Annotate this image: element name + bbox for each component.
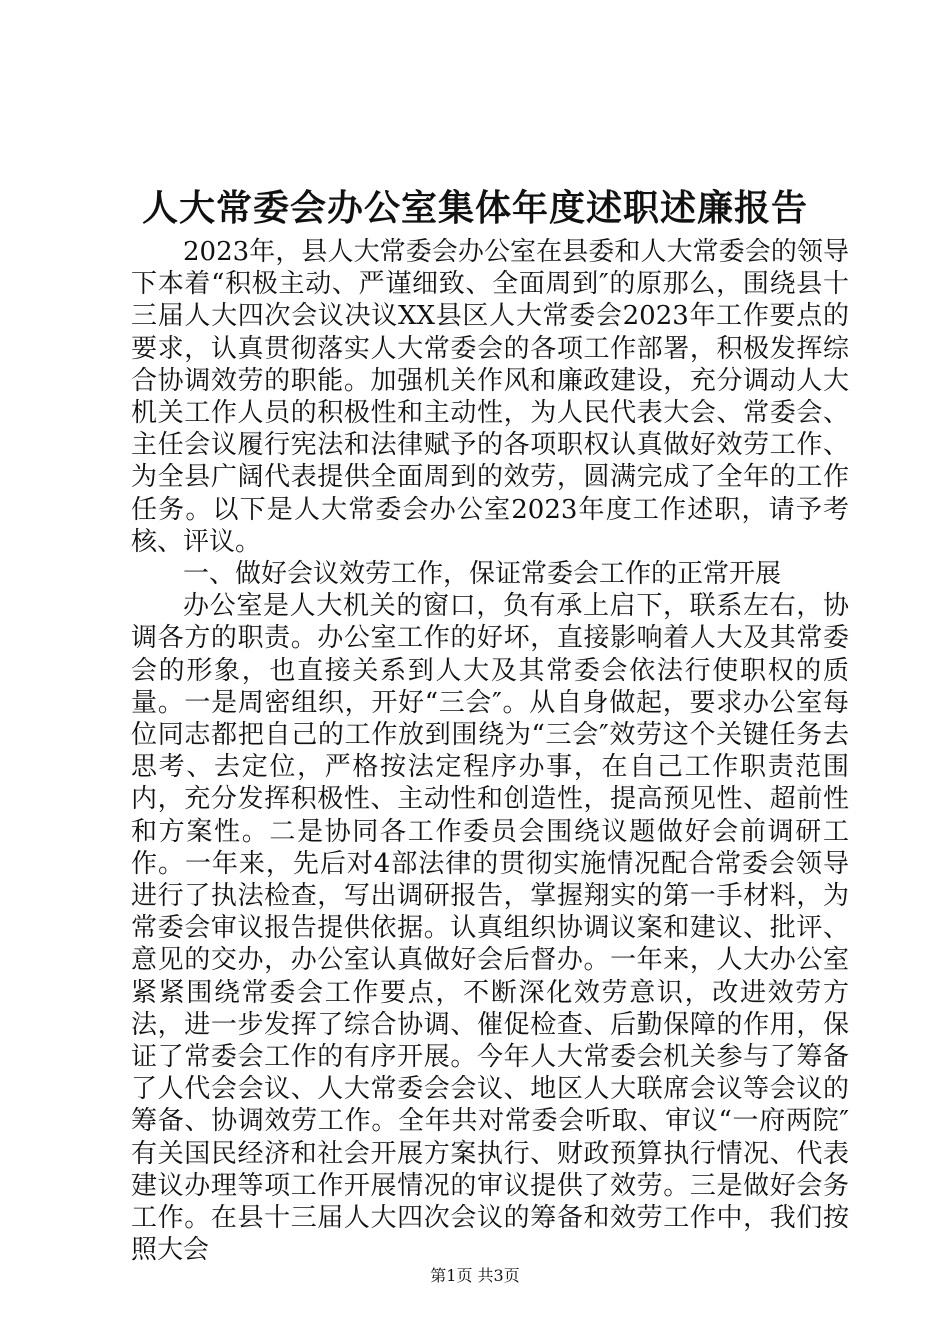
paragraph-section-1: 办公室是人大机关的窗口，负有承上启下，联系左右，协调各方的职责。办公室工作的好坏，直接影响着人大及其常委会的形象，也直接关系到人大及其常委会依法行使职权的质量。一是周密组织，开好“三会″。从自身做起，要求办公室每位同志都把自己的工作放到围绕为“三会″效劳这个关键任务去思考、去定位，严格按法定程序办事，在自己工作职责范围内，充分发挥积极性、主动性和创造性，提高预见性、超前性和方案性。二是协同各工作委员会围绕议题做好会前调研工作。一年来，先后对4部法律的贯彻实施情况配合常委会领导进行了执法检查，写出调研报告，掌握翔实的第一手材料，为常委会审议报告提供依据。认真组织协调议案和建议、批评、意见的交办，办公室认真做好会后督办。一年来，人大办公室紧紧围绕常委会工作要点，不断深化效劳意识，改进效劳方法，进一步发挥了综合协调、催促检查、后勤保障的作用，保证了常委会工作的有序开展。今年人大常委会机关参与了筹备了人代会会议、人大常委会会议、地区人大联席会议等会议的筹备、协调效劳工作。全年共对常委会听取、审议“一府两院″有关国民经济和社会开展方案执行、财政预算执行情况、代表建议办理等项工作开展情况的审议提供了效劳。三是做好会务工作。在县十三届人大四次会议的筹备和效劳工作中，我们按照大会 (131, 591, 849, 1266)
document-title: 人大常委会办公室集体年度述职述廉报告 (141, 187, 808, 229)
page-footer: 第1页 共3页 (430, 1266, 520, 1285)
paragraph-intro: 2023年，县人大常委会办公室在县委和人大常委会的领导下本着“积极主动、严谨细致、全面周到″的原那么，围绕县十三届人大四次会议决议XX县区人大常委会2023年工作要点的要求，认真贯彻落实人大常委会的各项工作部署，积极发挥综合协调效劳的职能。加强机关作风和廉政建设，充分调动人大机关工作人员的积极性和主动性，为人民代表大会、常委会、主任会议履行宪法和法律赋予的各项职权认真做好效劳工作、为全县广阔代表提供全面周到的效劳，圆满完成了全年的工作任务。以下是人大常委会办公室2023年度工作述职，请予考核、评议。 (131, 237, 849, 557)
section-heading-1: 一、做好会议效劳工作，保证常委会工作的正常开展 (183, 559, 782, 590)
document-body (131, 236, 849, 1267)
